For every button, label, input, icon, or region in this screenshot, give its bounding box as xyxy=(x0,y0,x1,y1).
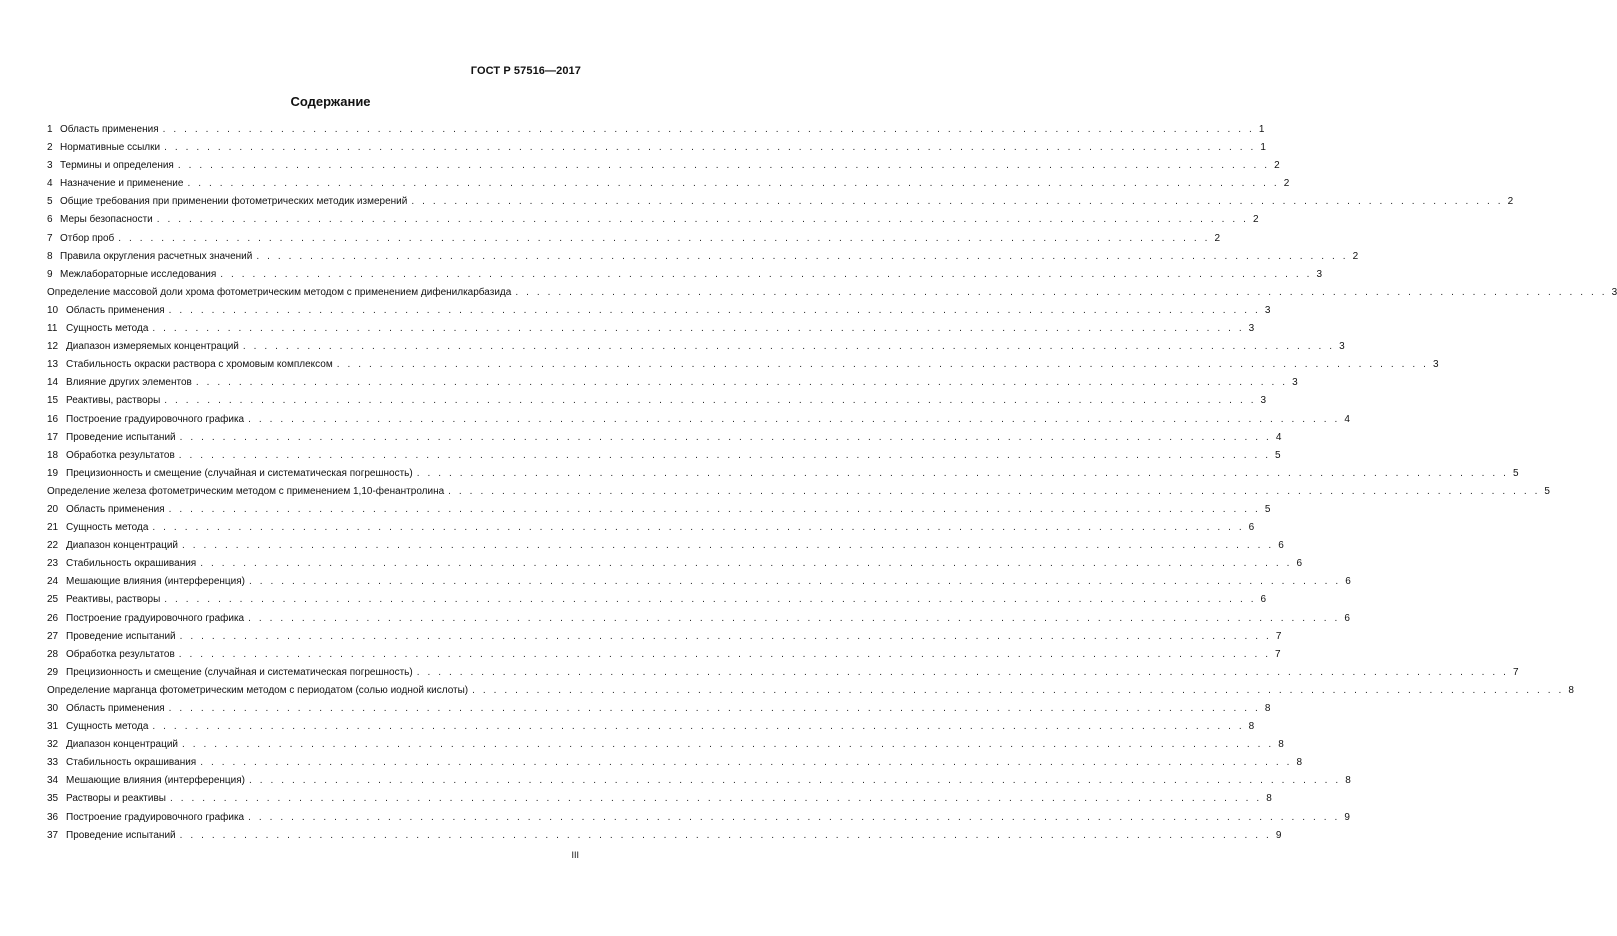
toc-entry-title: Влияние других элементов xyxy=(66,377,192,389)
toc-entry-page: 8 xyxy=(1266,793,1272,805)
toc-entry-page: 3 xyxy=(1316,268,1323,280)
toc-dot-leader xyxy=(472,682,1564,700)
toc-entry-page: 8 xyxy=(1568,684,1574,696)
toc-entry[interactable] xyxy=(47,772,1351,790)
toc-entry-title: Правила округления расчетных значений xyxy=(60,250,253,262)
toc-entry-title: Сущность метода xyxy=(66,323,149,335)
toc-entry-title: Определение массовой доли хрома фотометрическим методом с применением дифенилкарбазида xyxy=(47,286,512,298)
toc-entry[interactable] xyxy=(47,338,1345,356)
toc-dot-leader xyxy=(249,573,1341,591)
toc-dot-leader xyxy=(243,338,1335,356)
toc-entry-page: 1 xyxy=(1258,124,1265,135)
toc-dot-leader xyxy=(515,284,1607,302)
toc-entry-title: Диапазон концентраций xyxy=(66,739,178,751)
toc-entry-title: Нормативные ссылки xyxy=(60,142,161,154)
toc-dot-leader xyxy=(157,211,1249,229)
page-number: III xyxy=(571,850,579,860)
toc-entry-page: 6 xyxy=(1260,594,1267,606)
toc-entry-page: 8 xyxy=(1345,775,1351,787)
toc-entry-page: 1 xyxy=(1260,142,1266,154)
toc-entry-page: 5 xyxy=(1275,449,1281,461)
toc-entry-page: 3 xyxy=(1292,377,1298,389)
toc-entry-number: 21 xyxy=(47,522,59,534)
toc-entry[interactable] xyxy=(47,628,1282,646)
toc-entry-page: 3 xyxy=(1339,341,1345,353)
toc-entry-page: 3 xyxy=(1432,359,1439,371)
toc-entry-page: 3 xyxy=(1264,304,1271,316)
toc-entry[interactable] xyxy=(47,664,1519,682)
toc-entry-page: 9 xyxy=(1275,829,1282,841)
toc-entry-number: 3 xyxy=(47,160,53,172)
toc-entry-page: 5 xyxy=(1512,467,1519,479)
toc-entry[interactable] xyxy=(47,139,1266,157)
toc-dot-leader xyxy=(182,736,1274,754)
toc-entry[interactable] xyxy=(47,302,1271,320)
toc-entry-title: Мешающие влияния (интерференция) xyxy=(66,775,245,787)
toc-dot-leader xyxy=(411,193,1503,211)
toc-entry-number: 24 xyxy=(47,576,59,588)
toc-entry-page: 7 xyxy=(1275,630,1282,642)
toc-dot-leader xyxy=(196,374,1288,392)
toc-entry-page: 3 xyxy=(1248,323,1255,335)
toc-entry-title: Диапазон измеряемых концентраций xyxy=(66,341,239,353)
toc-dot-leader xyxy=(164,139,1256,157)
toc-entry-title: Сущность метода xyxy=(66,721,149,733)
toc-entry[interactable] xyxy=(47,827,1282,845)
toc-entry[interactable] xyxy=(47,284,1617,302)
toc-dot-leader xyxy=(448,483,1540,501)
toc-dot-leader xyxy=(248,411,1340,429)
toc-entry[interactable] xyxy=(47,175,1290,193)
toc-entry-number: 29 xyxy=(47,666,59,678)
toc-dot-leader xyxy=(417,664,1509,682)
toc-entry-page: 6 xyxy=(1296,558,1303,570)
toc-dot-leader xyxy=(180,827,1272,845)
toc-entry-number: 34 xyxy=(47,775,59,787)
toc-entry[interactable] xyxy=(47,392,1267,410)
toc-entry-page: 7 xyxy=(1512,666,1519,678)
toc-entry-page: 8 xyxy=(1296,757,1303,769)
toc-entry-page: 6 xyxy=(1344,612,1350,624)
toc-entry-page: 2 xyxy=(1274,160,1280,172)
toc-entry-page: 7 xyxy=(1275,648,1281,660)
toc-dot-leader xyxy=(200,555,1292,573)
toc-entry-page: 9 xyxy=(1344,811,1350,823)
toc-entry-page: 5 xyxy=(1544,485,1550,497)
toc-entry-number: 12 xyxy=(47,341,59,353)
toc-dot-leader xyxy=(169,501,1261,519)
toc-entry-number: 25 xyxy=(47,594,59,606)
toc-entry-title: Назначение и применение xyxy=(60,178,184,190)
toc-entry-number: 18 xyxy=(47,449,59,461)
toc-dot-leader xyxy=(249,772,1341,790)
toc-title: Содержание xyxy=(290,94,371,109)
toc-entry-number: 26 xyxy=(47,612,59,624)
toc-entry-title: Общие требования при применении фотометрических методик измерений xyxy=(60,196,408,208)
toc-entry-title: Проведение испытаний xyxy=(66,431,176,443)
toc-entry-page: 8 xyxy=(1264,703,1271,714)
toc-entry-number: 13 xyxy=(47,359,59,371)
toc-entry-title: Обработка результатов xyxy=(66,648,175,660)
toc-entry[interactable] xyxy=(47,646,1281,664)
toc-dot-leader xyxy=(182,537,1274,555)
toc-entry-title: Проведение испытаний xyxy=(66,630,176,642)
toc-entry-number: 2 xyxy=(47,142,53,154)
toc-dot-leader xyxy=(248,809,1340,827)
toc-entry[interactable] xyxy=(47,537,1284,555)
toc-entry-number: 33 xyxy=(47,757,59,769)
toc-entry-number: 31 xyxy=(47,721,59,733)
toc-entry-page: 4 xyxy=(1275,431,1282,443)
toc-entry-number: 10 xyxy=(47,304,59,316)
toc-dot-leader xyxy=(179,646,1271,664)
toc-entry-number: 7 xyxy=(47,232,53,244)
toc-entry-page: 3 xyxy=(1260,395,1267,407)
toc-dot-leader xyxy=(220,266,1312,284)
toc-entry-number: 1 xyxy=(47,124,53,135)
toc-entry-number: 9 xyxy=(47,268,53,280)
toc-entry[interactable] xyxy=(47,429,1282,447)
toc-entry-title: Мешающие влияния (интерференция) xyxy=(66,576,245,588)
toc-entry-number: 20 xyxy=(47,503,59,515)
toc-entry[interactable] xyxy=(47,248,1359,266)
toc-entry[interactable] xyxy=(47,790,1272,808)
toc-entry-page: 6 xyxy=(1345,576,1351,588)
toc-entry-number: 16 xyxy=(47,413,59,425)
toc-entry-page: 2 xyxy=(1283,178,1290,190)
toc-entry[interactable] xyxy=(47,519,1255,537)
toc-entry-title: Сущность метода xyxy=(66,522,149,534)
toc-entry-title: Обработка результатов xyxy=(66,449,175,461)
toc-entry-title: Реактивы, растворы xyxy=(66,594,161,606)
toc-dot-leader xyxy=(152,718,1244,736)
toc-entry[interactable] xyxy=(47,211,1259,229)
document-code: ГОСТ Р 57516—2017 xyxy=(470,65,581,77)
toc-entry[interactable] xyxy=(47,411,1350,429)
toc-dot-leader xyxy=(179,447,1271,465)
toc-dot-leader xyxy=(417,465,1509,483)
toc-entry-number: 30 xyxy=(47,703,59,714)
toc-entry[interactable] xyxy=(47,121,1265,139)
toc-entry[interactable] xyxy=(47,374,1298,392)
toc-dot-leader xyxy=(169,302,1261,320)
toc-entry[interactable] xyxy=(47,555,1303,573)
toc-entry-number: 19 xyxy=(47,467,59,479)
toc-entry[interactable] xyxy=(47,447,1281,465)
toc-entry[interactable] xyxy=(47,465,1519,483)
toc-entry-title: Диапазон концентраций xyxy=(66,540,178,552)
toc-entry-number: 32 xyxy=(47,739,59,751)
toc-entry-number: 36 xyxy=(47,811,59,823)
toc-entry-page: 5 xyxy=(1264,503,1271,515)
toc-dot-leader xyxy=(180,429,1272,447)
toc-entry-page: 4 xyxy=(1344,413,1350,425)
toc-entry[interactable] xyxy=(47,736,1284,754)
toc-entry-number: 4 xyxy=(47,178,53,190)
toc-entry[interactable] xyxy=(47,754,1303,772)
toc-entry[interactable] xyxy=(47,193,1514,211)
toc-entry-page: 2 xyxy=(1352,250,1359,262)
toc-entry-title: Отбор проб xyxy=(60,232,115,244)
toc-entry-title: Область применения xyxy=(60,124,159,135)
toc-entry-page: 2 xyxy=(1253,214,1259,226)
toc-dot-leader xyxy=(200,754,1292,772)
toc-dot-leader xyxy=(164,392,1256,410)
toc-entry-title: Реактивы, растворы xyxy=(66,395,161,407)
toc-dot-leader xyxy=(180,628,1272,646)
toc-entry[interactable] xyxy=(47,157,1280,175)
toc-dot-leader xyxy=(187,175,1279,193)
toc-entry-number: 14 xyxy=(47,377,59,389)
toc-entry-title: Стабильность окрашивания xyxy=(66,757,197,769)
toc-entry[interactable] xyxy=(47,483,1550,501)
toc-dot-leader xyxy=(337,356,1429,374)
toc-dot-leader xyxy=(256,248,1348,266)
toc-entry-number: 11 xyxy=(47,323,58,335)
toc-dot-leader xyxy=(152,320,1244,338)
toc-entry-title: Область применения xyxy=(66,503,165,515)
toc-entry-title: Прецизионность и смещение (случайная и систематическая погрешность) xyxy=(66,666,413,678)
toc-entry-number: 28 xyxy=(47,648,59,660)
toc-entry-title: Межлабораторные исследования xyxy=(60,268,217,280)
toc-entry-number: 17 xyxy=(47,431,59,443)
toc-dot-leader xyxy=(118,230,1210,248)
toc-entry-title: Термины и определения xyxy=(60,160,174,172)
toc-entry-title: Меры безопасности xyxy=(60,214,153,226)
toc-entry[interactable] xyxy=(47,230,1221,248)
toc-entry-title: Стабильность окрашивания xyxy=(66,558,197,570)
toc-entry-number: 5 xyxy=(47,196,53,208)
toc-entry[interactable] xyxy=(47,700,1271,718)
toc-entry[interactable] xyxy=(47,718,1255,736)
toc-entry[interactable] xyxy=(47,682,1574,700)
toc-entry-page: 8 xyxy=(1248,721,1255,733)
toc-entry[interactable] xyxy=(47,356,1439,374)
toc-entry-number: 27 xyxy=(47,630,59,642)
toc-entry[interactable] xyxy=(47,573,1351,591)
toc-entry[interactable] xyxy=(47,610,1350,628)
toc-entry[interactable] xyxy=(47,809,1350,827)
toc-entry-number: 35 xyxy=(47,793,59,805)
toc-entry-page: 3 xyxy=(1611,286,1617,298)
toc-entry-page: 8 xyxy=(1278,739,1284,751)
toc-entry-page: 2 xyxy=(1507,196,1514,208)
toc-dot-leader xyxy=(170,790,1262,808)
toc-entry[interactable] xyxy=(47,591,1267,609)
toc-entry-number: 22 xyxy=(47,540,59,552)
table-of-contents xyxy=(47,121,1617,845)
toc-entry-page: 2 xyxy=(1214,232,1221,244)
toc-dot-leader xyxy=(152,519,1244,537)
toc-entry-page: 6 xyxy=(1278,540,1284,552)
toc-entry-title: Проведение испытаний xyxy=(66,829,176,841)
toc-entry-title: Стабильность окраски раствора с хромовым комплексом xyxy=(66,359,333,371)
toc-entry-title: Определение железа фотометрическим методом с применением 1,10-фенантролина xyxy=(47,485,445,497)
toc-entry-number: 6 xyxy=(47,214,53,226)
toc-dot-leader xyxy=(169,700,1261,718)
toc-entry-number: 15 xyxy=(47,395,59,407)
toc-entry[interactable] xyxy=(47,501,1271,519)
toc-entry[interactable] xyxy=(47,320,1255,338)
toc-entry-title: Область применения xyxy=(66,703,165,714)
toc-entry-page: 6 xyxy=(1248,522,1255,534)
toc-entry-title: Построение градуировочного графика xyxy=(66,413,245,425)
toc-entry-title: Построение градуировочного графика xyxy=(66,612,245,624)
toc-entry-number: 8 xyxy=(47,250,53,262)
toc-entry[interactable] xyxy=(47,266,1323,284)
toc-entry-title: Построение градуировочного графика xyxy=(66,811,245,823)
toc-entry-title: Прецизионность и смещение (случайная и систематическая погрешность) xyxy=(66,467,413,479)
toc-dot-leader xyxy=(248,610,1340,628)
toc-entry-number: 23 xyxy=(47,558,59,570)
toc-dot-leader xyxy=(164,591,1256,609)
toc-dot-leader xyxy=(178,157,1270,175)
toc-entry-title: Определение марганца фотометрическим методом с периодатом (солью иодной кислоты) xyxy=(47,684,469,696)
toc-entry-title: Растворы и реактивы xyxy=(66,793,166,805)
toc-entry-title: Область применения xyxy=(66,304,165,316)
toc-dot-leader xyxy=(163,121,1255,139)
toc-entry-number: 37 xyxy=(47,829,59,841)
